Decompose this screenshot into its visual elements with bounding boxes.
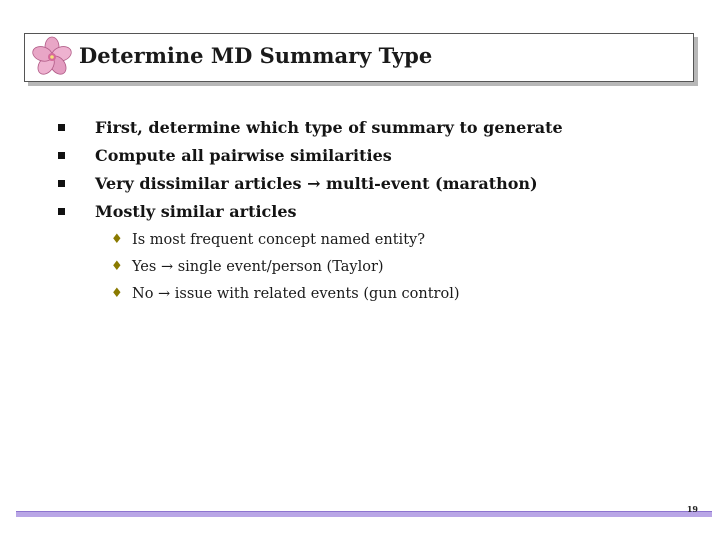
square-bullet-icon — [58, 180, 65, 187]
bullet-text: Very dissimilar articles → multi-event (marathon) — [95, 174, 538, 193]
footer-bar — [16, 511, 712, 517]
bullet-item — [0, 202, 720, 230]
sub-bullet-item — [0, 286, 720, 313]
sub-bullet-text: No → issue with related events (gun control) — [132, 286, 460, 302]
bullet-text: Mostly similar articles — [95, 202, 297, 221]
diamond-bullet-icon: ♦ — [111, 286, 123, 301]
slide-title: Determine MD Summary Type — [79, 43, 433, 68]
sub-bullet-text: Is most frequent concept named entity? — [132, 232, 425, 248]
square-bullet-icon — [58, 152, 65, 159]
sub-bullet-list — [0, 232, 720, 313]
cherry-blossom-icon — [30, 36, 74, 78]
page-number: 19 — [686, 504, 698, 514]
diamond-bullet-icon: ♦ — [111, 259, 123, 274]
square-bullet-icon — [58, 208, 65, 215]
bullet-item — [0, 118, 720, 146]
bullet-item — [0, 146, 720, 174]
sub-bullet-item — [0, 232, 720, 259]
bullet-list — [0, 118, 720, 313]
diamond-bullet-icon: ♦ — [111, 232, 123, 247]
sub-bullet-text: Yes → single event/person (Taylor) — [132, 259, 384, 275]
title-box — [24, 33, 694, 82]
bullet-item — [0, 174, 720, 202]
bullet-text: Compute all pairwise similarities — [95, 146, 392, 165]
sub-bullet-item — [0, 259, 720, 286]
square-bullet-icon — [58, 124, 65, 131]
bullet-text: First, determine which type of summary to generate — [95, 118, 563, 137]
